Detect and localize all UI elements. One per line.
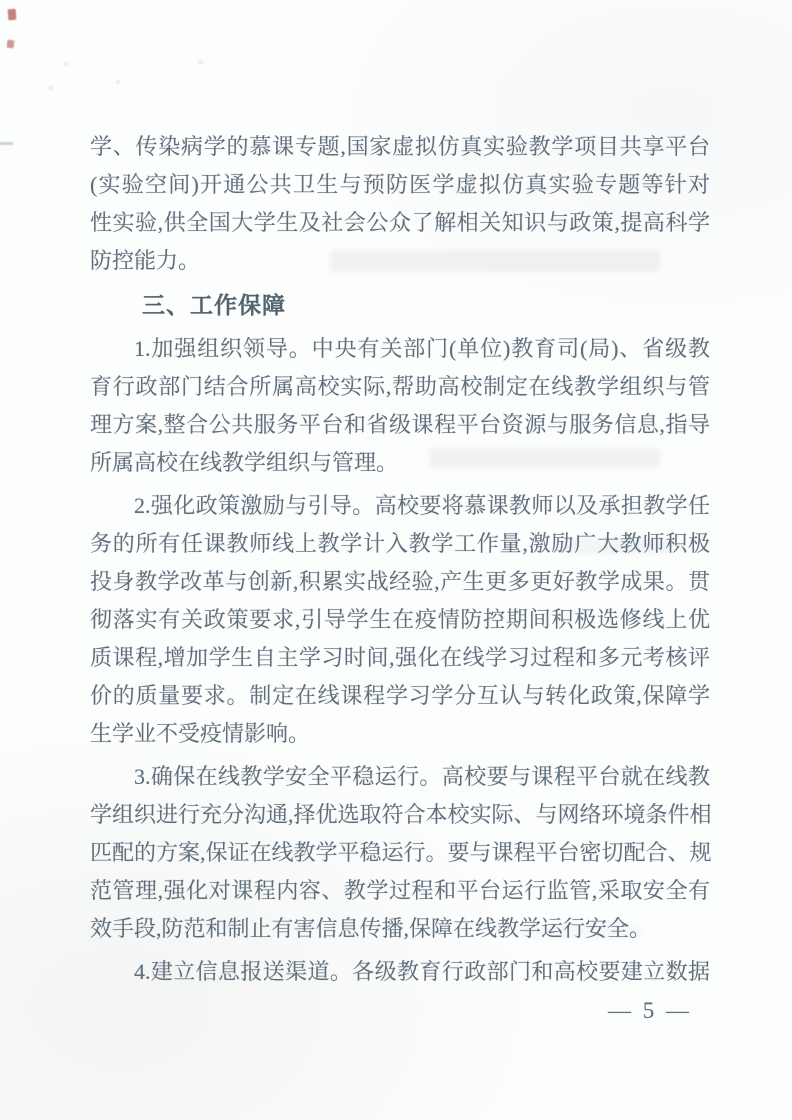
text-line: 匹配的方案,保证在线教学平稳运行。要与课程平台密切配合、规: [90, 840, 712, 865]
red-stamp-mark-artifact: [7, 40, 15, 49]
section-heading: 三、工作保障: [142, 292, 286, 318]
text-line: 防控能力。: [90, 248, 201, 273]
text-line: 范管理,强化对课程内容、教学过程和平台运行监管,采取安全有: [90, 878, 710, 903]
text-line: 1.加强组织领导。中央有关部门(单位)教育司(局)、省级教: [134, 336, 710, 361]
scan-speck: [116, 80, 120, 84]
text-line: 彻落实有关政策要求,引导学生在疫情防控期间积极选修线上优: [90, 607, 710, 632]
text-line: 性实验,供全国大学生及社会公众了解相关知识与政策,提高科学: [90, 210, 710, 235]
text-line: 学、传染病学的慕课专题,国家虚拟仿真实验教学项目共享平台: [90, 134, 710, 159]
scan-speck: [64, 62, 68, 66]
text-line: 所属高校在线教学组织与管理。: [90, 450, 399, 475]
text-line: 质课程,增加学生自主学习时间,强化在线学习过程和多元考核评: [90, 645, 710, 670]
paragraph: [90, 953, 710, 991]
text-line: 3.确保在线教学安全平稳运行。高校要与课程平台就在线教: [134, 764, 710, 789]
text-line: 务的所有任课教师线上教学计入教学工作量,激励广大教师积极: [90, 531, 710, 556]
scan-speck: [198, 60, 203, 64]
scan-speck: [48, 86, 53, 90]
paragraph: [90, 128, 710, 280]
text-line: (实验空间)开通公共卫生与预防医学虚拟仿真实验专题等针对: [90, 172, 710, 197]
document-body: [90, 128, 710, 991]
text-line: 4.建立信息报送渠道。各级教育行政部门和高校要建立数据: [134, 959, 710, 984]
text-line: 效手段,防范和制止有害信息传播,保障在线教学运行安全。: [90, 916, 652, 941]
paragraph: [90, 487, 710, 753]
scan-edge-dash-artifact: [0, 142, 13, 145]
text-line: 育行政部门结合所属高校实际,帮助高校制定在线教学组织与管: [90, 374, 710, 399]
paragraph: [90, 758, 710, 948]
text-line: 投身教学改革与创新,积累实战经验,产生更多更好教学成果。贯: [90, 569, 710, 594]
text-line: 生学业不受疫情影响。: [90, 721, 311, 746]
page-number: — 5 —: [608, 998, 692, 1023]
text-line: 理方案,整合公共服务平台和省级课程平台资源与服务信息,指导: [90, 412, 710, 437]
red-stamp-mark-artifact: [8, 9, 17, 21]
text-line: 2.强化政策激励与引导。高校要将慕课教师以及承担教学任: [134, 493, 710, 518]
paragraph: [90, 330, 710, 482]
text-line: 价的质量要求。制定在线课程学习学分互认与转化政策,保障学: [90, 683, 710, 708]
text-line: 学组织进行充分沟通,择优选取符合本校实际、与网络环境条件相: [90, 802, 712, 827]
